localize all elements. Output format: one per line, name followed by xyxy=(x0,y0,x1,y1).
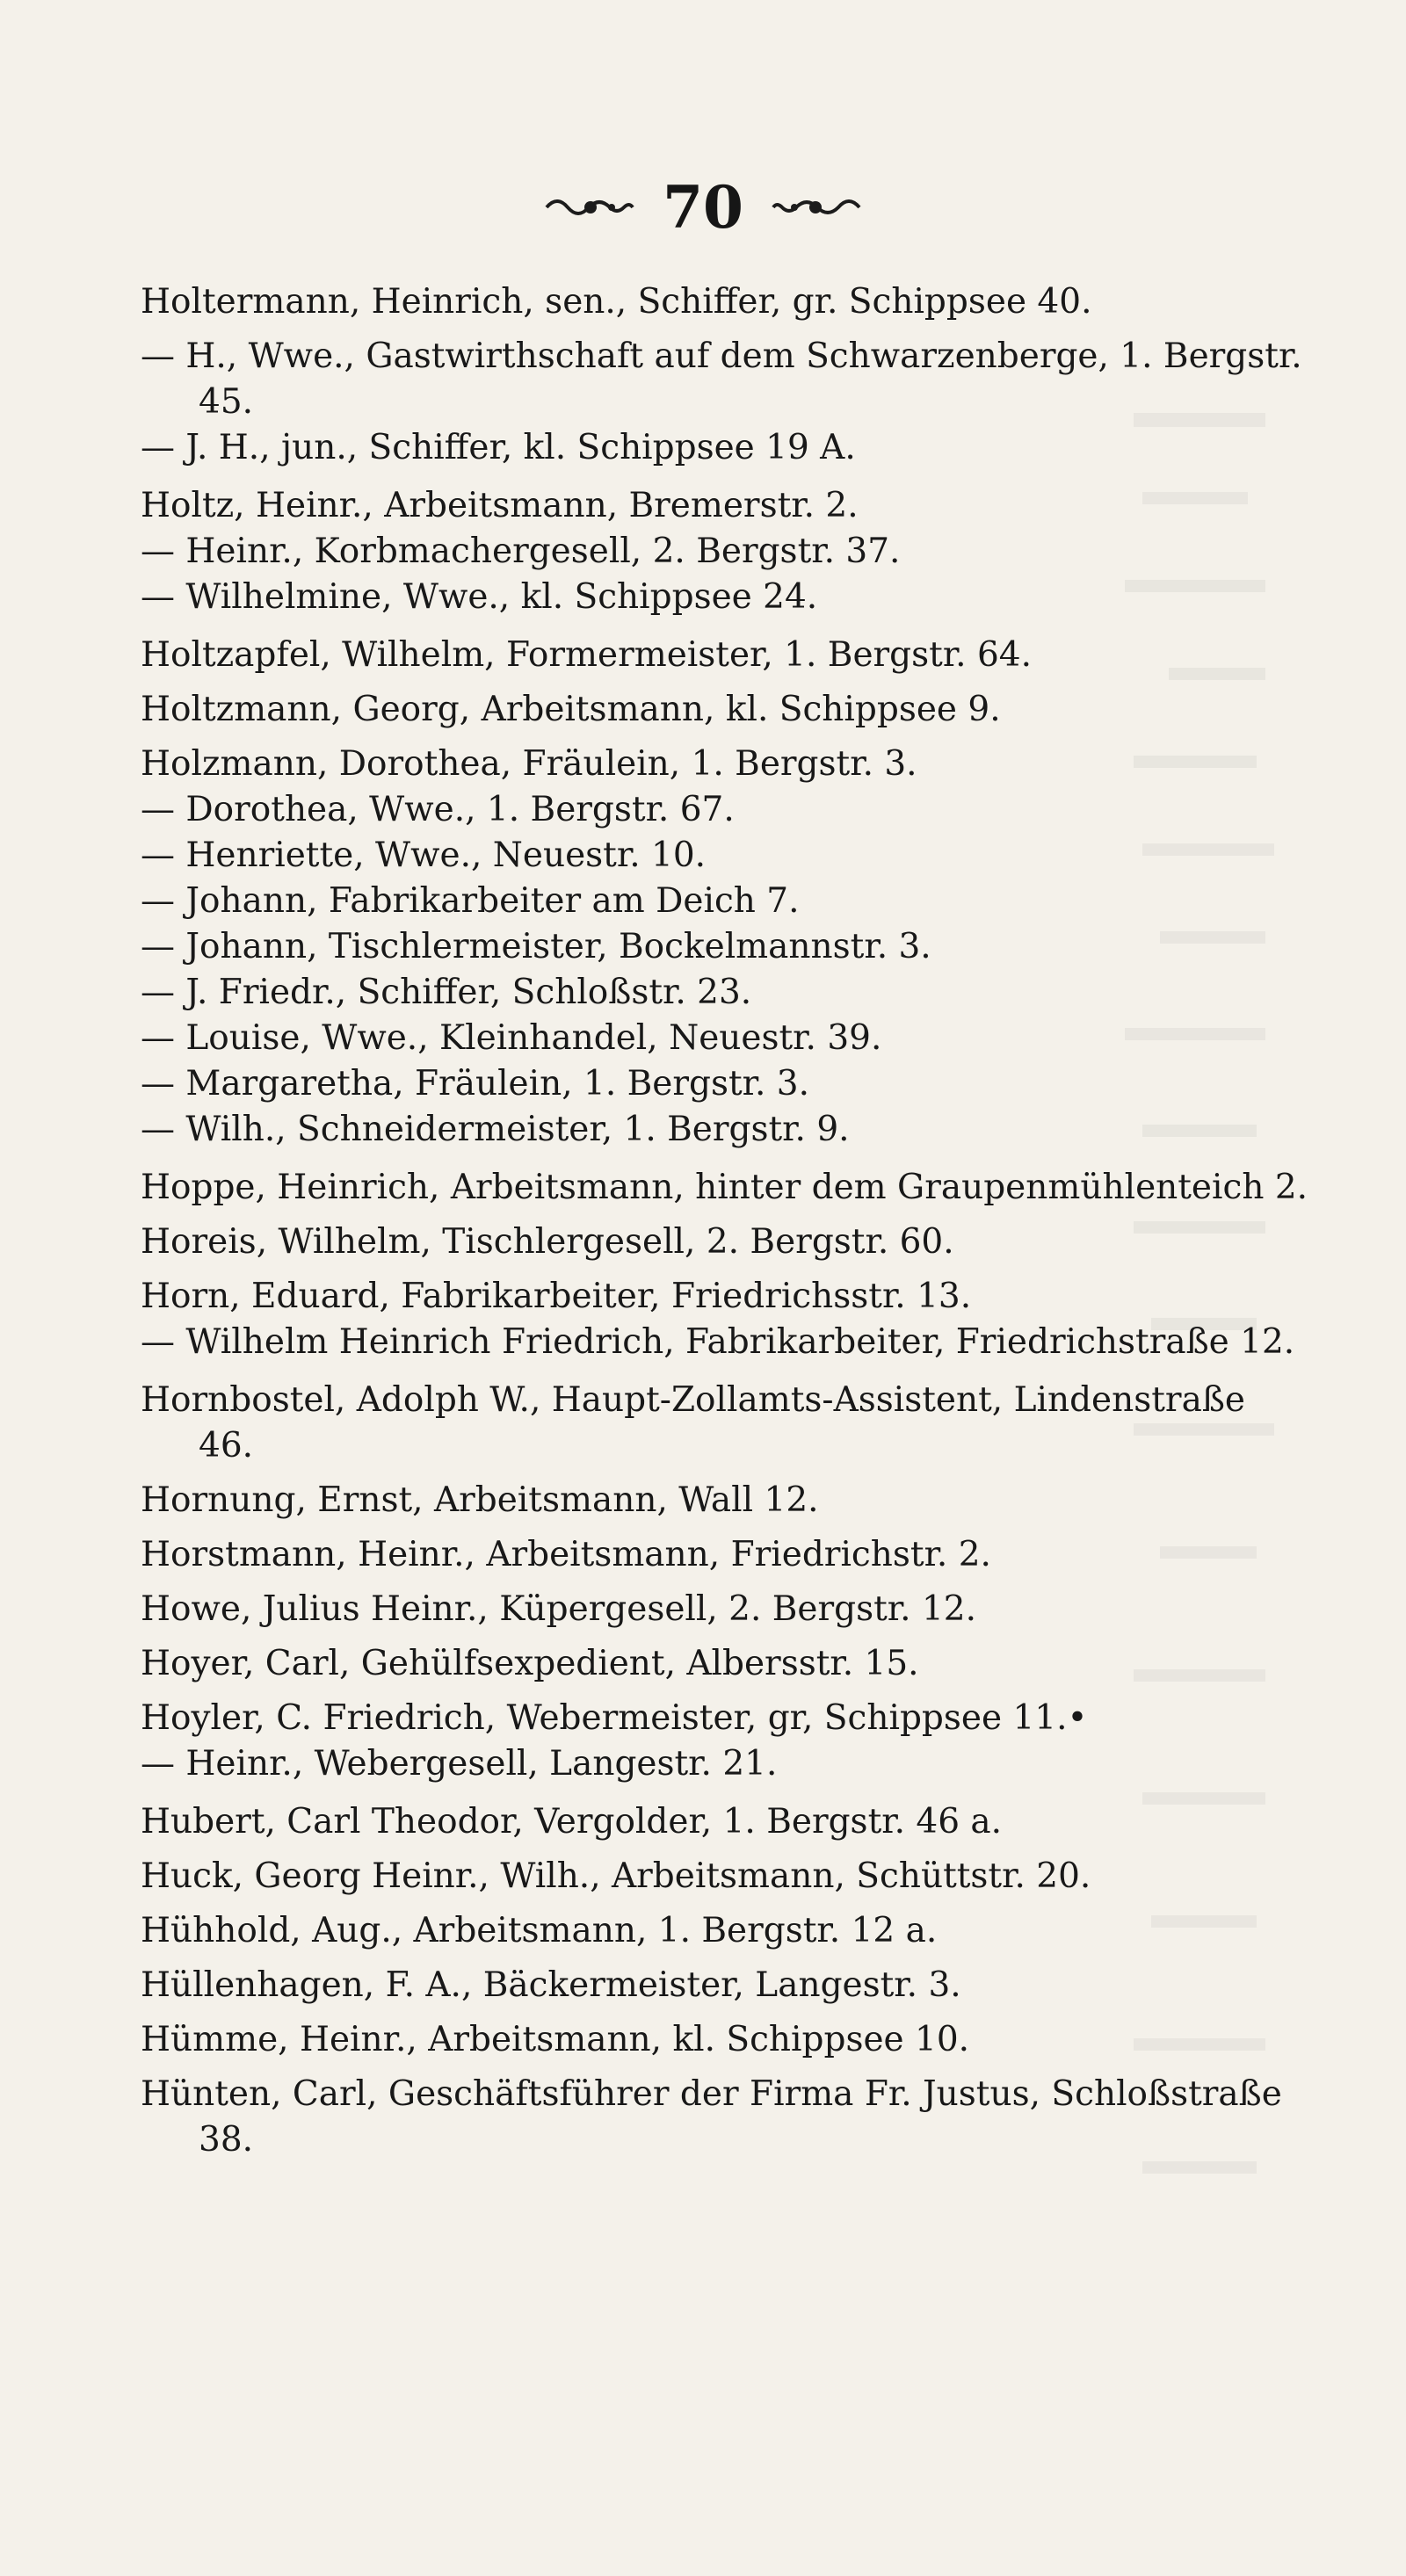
page-number: 70 xyxy=(663,173,743,242)
entry-group-holtzmann xyxy=(141,687,1309,733)
directory-subentry: — Heinr., Korbmachergesell, 2. Bergstr. 37. xyxy=(141,532,901,571)
directory-entry: Holtzapfel, Wilhelm, Formermeister, 1. Bergstr. 64. xyxy=(141,635,1032,675)
directory-entry: Horeis, Wilhelm, Tischlergesell, 2. Bergstr. 60. xyxy=(141,1222,954,1262)
entry-group-hoyer xyxy=(141,1641,1309,1687)
directory-subentry: — J. H., jun., Schiffer, kl. Schippsee 19 A. xyxy=(141,428,856,467)
ornament-left-icon xyxy=(541,190,638,225)
entry-group-holtz xyxy=(141,483,1309,620)
directory-entry: Hüllenhagen, F. A., Bäckermeister, Langestr. 3. xyxy=(141,1965,961,2005)
directory-entry: Hoppe, Heinrich, Arbeitsmann, hinter dem Graupenmühlenteich 2. xyxy=(141,1168,1308,1207)
entry-group-hubert xyxy=(141,1799,1309,1845)
directory-entry: Holtermann, Heinrich, sen., Schiffer, gr. Schippsee 40. xyxy=(141,282,1092,322)
directory-entry: Hornung, Ernst, Arbeitsmann, Wall 12. xyxy=(141,1480,819,1520)
entry-group-hoppe xyxy=(141,1165,1309,1211)
directory-entry: Horn, Eduard, Fabrikarbeiter, Friedrichsstr. 13. xyxy=(141,1277,972,1316)
directory-subentry: — Wilh., Schneidermeister, 1. Bergstr. 9. xyxy=(141,1110,850,1149)
directory-entry: Hoyer, Carl, Gehülfsexpedient, Albersstr. 15. xyxy=(141,1644,919,1683)
directory-subentry: — Johann, Tischlermeister, Bockelmannstr. 3. xyxy=(141,927,931,966)
directory-entry: Hubert, Carl Theodor, Vergolder, 1. Bergstr. 46 a. xyxy=(141,1802,1003,1842)
ornament-right-icon xyxy=(768,190,865,225)
directory-subentry: — Wilhelm Heinrich Friedrich, Fabrikarbeiter, Friedrichstraße 12. xyxy=(141,1322,1295,1362)
entry-group-huellenhagen xyxy=(141,1963,1309,2008)
directory-entry: Horstmann, Heinr., Arbeitsmann, Friedrichstr. 2. xyxy=(141,1535,991,1574)
page-header xyxy=(0,172,1406,242)
entry-group-huehhold xyxy=(141,1908,1309,1954)
entry-group-horn xyxy=(141,1274,1309,1365)
entry-group-huck xyxy=(141,1854,1309,1899)
entry-group-holtermann xyxy=(141,279,1309,471)
entry-group-holtzapfel xyxy=(141,633,1309,678)
directory-entry: Holtz, Heinr., Arbeitsmann, Bremerstr. 2. xyxy=(141,486,859,525)
entry-group-howe xyxy=(141,1587,1309,1632)
entry-group-hornbostel xyxy=(141,1378,1309,1469)
directory-subentry: — Dorothea, Wwe., 1. Bergstr. 67. xyxy=(141,790,735,829)
entry-group-horeis xyxy=(141,1219,1309,1265)
entry-group-horstmann xyxy=(141,1532,1309,1578)
directory-entry: Hornbostel, Adolph W., Haupt-Zollamts-Assistent, Lindenstraße 46. xyxy=(141,1380,1245,1465)
directory-subentry: — H., Wwe., Gastwirthschaft auf dem Schwarzenberge, 1. Bergstr. 45. xyxy=(141,336,1302,422)
directory-subentry: — Louise, Wwe., Kleinhandel, Neuestr. 39. xyxy=(141,1018,882,1058)
entry-group-huemme xyxy=(141,2017,1309,2063)
directory-subentry: — Johann, Fabrikarbeiter am Deich 7. xyxy=(141,881,800,921)
directory-entry: Holzmann, Dorothea, Fräulein, 1. Bergstr. 3. xyxy=(141,744,917,784)
directory-subentry: — Wilhelmine, Wwe., kl. Schippsee 24. xyxy=(141,577,818,617)
directory-entry: Hümme, Heinr., Arbeitsmann, kl. Schippsee 10. xyxy=(141,2020,970,2059)
directory-entry: Huck, Georg Heinr., Wilh., Arbeitsmann, Schüttstr. 20. xyxy=(141,1856,1091,1896)
directory-subentry: — Heinr., Webergesell, Langestr. 21. xyxy=(141,1744,778,1784)
directory-entries xyxy=(141,279,1309,2172)
entry-group-hornung xyxy=(141,1478,1309,1523)
entry-group-holzmann xyxy=(141,742,1309,1153)
entry-group-huenten xyxy=(141,2072,1309,2163)
entry-group-hoyler xyxy=(141,1696,1309,1787)
directory-entry: Hühhold, Aug., Arbeitsmann, 1. Bergstr. 12 a. xyxy=(141,1911,938,1950)
directory-subentry: — J. Friedr., Schiffer, Schloßstr. 23. xyxy=(141,973,752,1012)
directory-entry: Hünten, Carl, Geschäftsführer der Firma Fr. Justus, Schloßstraße 38. xyxy=(141,2074,1282,2160)
directory-subentry: — Henriette, Wwe., Neuestr. 10. xyxy=(141,836,707,875)
directory-subentry: — Margaretha, Fräulein, 1. Bergstr. 3. xyxy=(141,1064,810,1103)
directory-entry: Howe, Julius Heinr., Küpergesell, 2. Bergstr. 12. xyxy=(141,1589,976,1629)
directory-entry: Holtzmann, Georg, Arbeitsmann, kl. Schippsee 9. xyxy=(141,690,1001,729)
directory-entry: Hoyler, C. Friedrich, Webermeister, gr, Schippsee 11.• xyxy=(141,1698,1088,1738)
